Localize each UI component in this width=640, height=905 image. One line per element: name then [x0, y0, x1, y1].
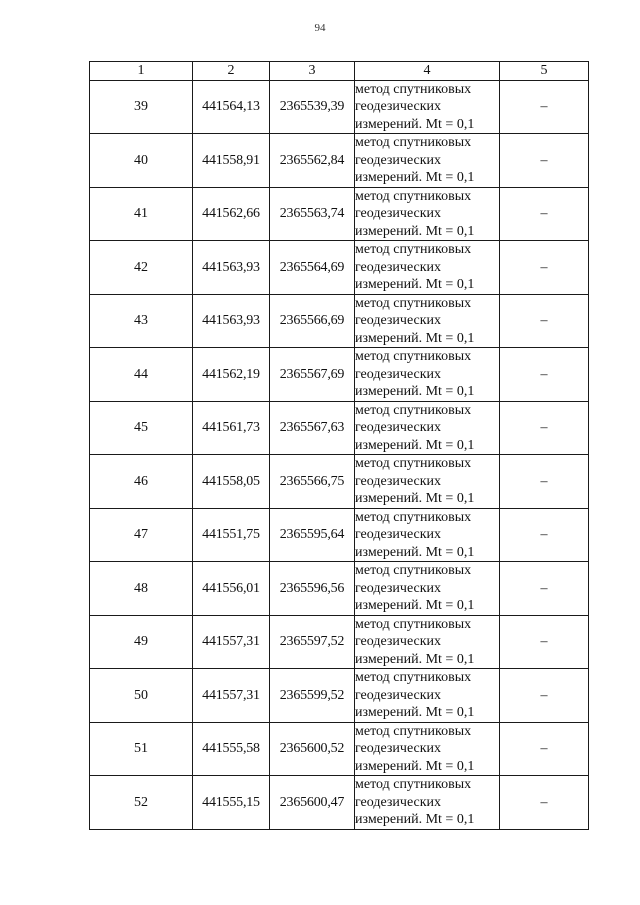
note-cell: – — [500, 241, 589, 295]
point-number-cell: 52 — [90, 776, 193, 830]
x-coordinate-cell: 441564,13 — [193, 80, 270, 134]
y-coordinate-cell: 2365600,52 — [270, 722, 355, 776]
x-coordinate-cell: 441555,58 — [193, 722, 270, 776]
note-cell: – — [500, 669, 589, 723]
table-row — [90, 241, 589, 295]
table-row — [90, 722, 589, 776]
point-number-cell: 43 — [90, 294, 193, 348]
method-cell: метод спутниковых геодезических измерений. Mt = 0,1 — [355, 401, 500, 455]
header-row — [90, 62, 589, 81]
x-coordinate-cell: 441557,31 — [193, 615, 270, 669]
note-cell: – — [500, 348, 589, 402]
x-coordinate-cell: 441556,01 — [193, 562, 270, 616]
method-cell: метод спутниковых геодезических измерений. Mt = 0,1 — [355, 776, 500, 830]
y-coordinate-cell: 2365596,56 — [270, 562, 355, 616]
point-number-cell: 45 — [90, 401, 193, 455]
x-coordinate-cell: 441558,91 — [193, 134, 270, 188]
note-cell: – — [500, 615, 589, 669]
table-body — [90, 80, 589, 829]
header-col-1: 1 — [90, 62, 193, 81]
note-cell: – — [500, 562, 589, 616]
note-cell: – — [500, 294, 589, 348]
method-cell: метод спутниковых геодезических измерений. Mt = 0,1 — [355, 508, 500, 562]
header-col-2: 2 — [193, 62, 270, 81]
x-coordinate-cell: 441561,73 — [193, 401, 270, 455]
method-cell: метод спутниковых геодезических измерений. Mt = 0,1 — [355, 348, 500, 402]
point-number-cell: 39 — [90, 80, 193, 134]
method-cell: метод спутниковых геодезических измерений. Mt = 0,1 — [355, 562, 500, 616]
table-row — [90, 348, 589, 402]
point-number-cell: 44 — [90, 348, 193, 402]
table-row — [90, 294, 589, 348]
table-row — [90, 187, 589, 241]
y-coordinate-cell: 2365567,63 — [270, 401, 355, 455]
point-number-cell: 48 — [90, 562, 193, 616]
x-coordinate-cell: 441563,93 — [193, 294, 270, 348]
note-cell: – — [500, 455, 589, 509]
y-coordinate-cell: 2365562,84 — [270, 134, 355, 188]
method-cell: метод спутниковых геодезических измерений. Mt = 0,1 — [355, 615, 500, 669]
header-col-3: 3 — [270, 62, 355, 81]
method-cell: метод спутниковых геодезических измерений. Mt = 0,1 — [355, 241, 500, 295]
table-row — [90, 562, 589, 616]
point-number-cell: 47 — [90, 508, 193, 562]
table-row — [90, 80, 589, 134]
x-coordinate-cell: 441551,75 — [193, 508, 270, 562]
header-col-5: 5 — [500, 62, 589, 81]
method-cell: метод спутниковых геодезических измерений. Mt = 0,1 — [355, 80, 500, 134]
point-number-cell: 49 — [90, 615, 193, 669]
note-cell: – — [500, 776, 589, 830]
method-cell: метод спутниковых геодезических измерений. Mt = 0,1 — [355, 294, 500, 348]
note-cell: – — [500, 187, 589, 241]
table-row — [90, 615, 589, 669]
method-cell: метод спутниковых геодезических измерений. Mt = 0,1 — [355, 455, 500, 509]
y-coordinate-cell: 2365564,69 — [270, 241, 355, 295]
table-row — [90, 134, 589, 188]
table-row — [90, 455, 589, 509]
header-col-4: 4 — [355, 62, 500, 81]
note-cell: – — [500, 80, 589, 134]
point-number-cell: 40 — [90, 134, 193, 188]
table-row — [90, 776, 589, 830]
x-coordinate-cell: 441562,19 — [193, 348, 270, 402]
note-cell: – — [500, 401, 589, 455]
x-coordinate-cell: 441562,66 — [193, 187, 270, 241]
point-number-cell: 46 — [90, 455, 193, 509]
table-header — [90, 62, 589, 81]
y-coordinate-cell: 2365567,69 — [270, 348, 355, 402]
y-coordinate-cell: 2365597,52 — [270, 615, 355, 669]
y-coordinate-cell: 2365600,47 — [270, 776, 355, 830]
table-row — [90, 508, 589, 562]
y-coordinate-cell: 2365566,69 — [270, 294, 355, 348]
x-coordinate-cell: 441557,31 — [193, 669, 270, 723]
y-coordinate-cell: 2365599,52 — [270, 669, 355, 723]
method-cell: метод спутниковых геодезических измерений. Mt = 0,1 — [355, 722, 500, 776]
y-coordinate-cell: 2365539,39 — [270, 80, 355, 134]
page-number: 94 — [314, 22, 326, 34]
method-cell: метод спутниковых геодезических измерений. Mt = 0,1 — [355, 187, 500, 241]
coordinates-table — [89, 61, 589, 830]
point-number-cell: 41 — [90, 187, 193, 241]
x-coordinate-cell: 441555,15 — [193, 776, 270, 830]
point-number-cell: 50 — [90, 669, 193, 723]
y-coordinate-cell: 2365595,64 — [270, 508, 355, 562]
y-coordinate-cell: 2365566,75 — [270, 455, 355, 509]
note-cell: – — [500, 134, 589, 188]
method-cell: метод спутниковых геодезических измерений. Mt = 0,1 — [355, 669, 500, 723]
point-number-cell: 42 — [90, 241, 193, 295]
x-coordinate-cell: 441558,05 — [193, 455, 270, 509]
x-coordinate-cell: 441563,93 — [193, 241, 270, 295]
table-row — [90, 669, 589, 723]
note-cell: – — [500, 722, 589, 776]
table-row — [90, 401, 589, 455]
method-cell: метод спутниковых геодезических измерений. Mt = 0,1 — [355, 134, 500, 188]
y-coordinate-cell: 2365563,74 — [270, 187, 355, 241]
point-number-cell: 51 — [90, 722, 193, 776]
note-cell: – — [500, 508, 589, 562]
